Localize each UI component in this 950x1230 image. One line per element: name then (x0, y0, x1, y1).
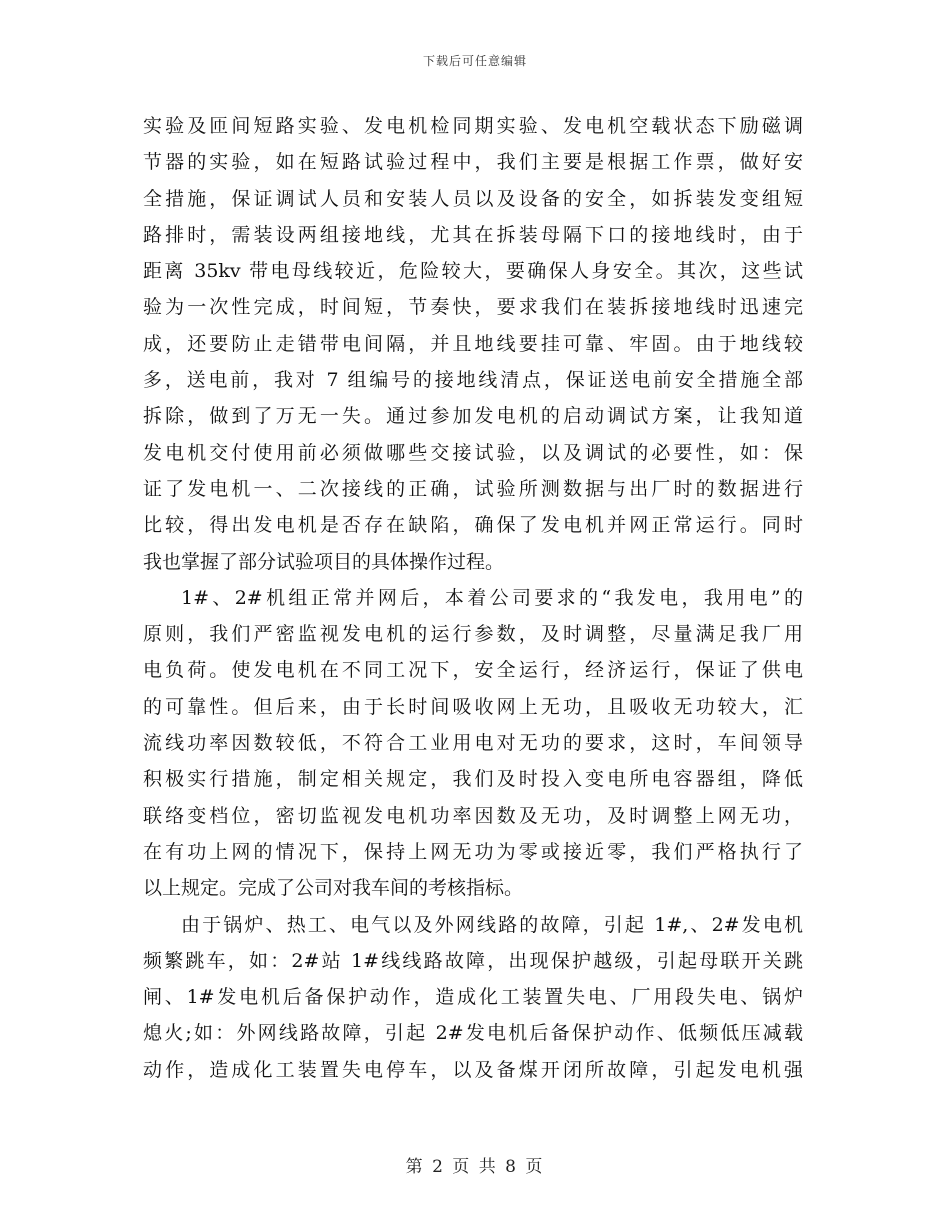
text-line: 多，送电前，我对 7 组编号的接地线清点，保证送电前安全措施全部 (143, 369, 803, 392)
paragraph-3 (143, 907, 803, 1088)
text-line: 路排时，需装设两组接地线，尤其在拆装母隔下口的接地线时，由于 (143, 223, 803, 246)
text-line: 由于锅炉、热工、电气以及外网线路的故障，引起 1#,、2#发电机 (181, 913, 803, 936)
document-body (143, 108, 803, 1088)
text-line: 我也掌握了部分试验项目的具体操作过程。 (143, 550, 505, 573)
paragraph-2 (143, 580, 803, 907)
paragraph-1 (143, 108, 803, 580)
text-line: 闸、1#发电机后备保护动作，造成化工装置失电、厂用段失电、锅炉 (143, 986, 803, 1009)
text-line: 实验及匝间短路实验、发电机检同期实验、发电机空载状态下励磁调 (143, 115, 803, 137)
page-header: 下载后可任意编辑 (422, 54, 527, 68)
text-line: 成，还要防止走错带电间隔，并且地线要挂可靠、牢固。由于地线较 (143, 332, 803, 355)
text-line: 积极实行措施，制定相关规定，我们及时投入变电所电容器组，降低 (143, 768, 803, 791)
text-line: 比较，得出发电机是否存在缺陷，确保了发电机并网正常运行。同时 (143, 514, 803, 537)
text-line: 电负荷。使发电机在不同工况下，安全运行，经济运行，保证了供电 (143, 659, 803, 682)
text-line: 联络变档位，密切监视发电机功率因数及无功，及时调整上网无功， (143, 804, 803, 827)
text-line: 流线功率因数较低，不符合工业用电对无功的要求，这时，车间领导 (143, 732, 803, 755)
text-line: 验为一次性完成，时间短，节奏快，要求我们在装拆接地线时迅速完 (143, 296, 803, 319)
text-line: 原则，我们严密监视发电机的运行参数，及时调整，尽量满足我厂用 (143, 623, 803, 646)
text-line: 动作，造成化工装置失电停车，以及备煤开闭所故障，引起发电机强 (143, 1058, 803, 1081)
text-line: 在有功上网的情况下，保持上网无功为零或接近零，我们严格执行了 (143, 840, 803, 863)
text-line: 频繁跳车，如：2#站 1#线线路故障，出现保护越级，引起母联开关跳 (143, 949, 803, 972)
text-line: 的可靠性。但后来，由于长时间吸收网上无功，且吸收无功较大，汇 (143, 695, 803, 718)
text-line: 1#、2#机组正常并网后，本着公司要求的“我发电，我用电”的 (181, 586, 803, 609)
page-number-footer: 第 2 页 共 8 页 (405, 1157, 545, 1177)
text-line: 熄火;如：外网线路故障，引起 2#发电机后备保护动作、低频低压减载 (143, 1022, 803, 1045)
text-line: 拆除，做到了万无一失。通过参加发电机的启动调试方案，让我知道 (143, 405, 803, 428)
text-line: 以上规定。完成了公司对我车间的考核指标。 (143, 877, 524, 900)
text-line: 节器的实验，如在短路试验过程中，我们主要是根据工作票，做好安 (143, 151, 803, 174)
text-line: 距离 35kv 带电母线较近，危险较大，要确保人身安全。其次，这些试 (143, 260, 803, 283)
text-line: 发电机交付使用前必须做哪些交接试验，以及调试的必要性，如：保 (143, 441, 803, 464)
text-line: 全措施，保证调试人员和安装人员以及设备的安全，如拆装发变组短 (143, 187, 803, 210)
text-line: 证了发电机一、二次接线的正确，试验所测数据与出厂时的数据进行 (143, 477, 803, 500)
